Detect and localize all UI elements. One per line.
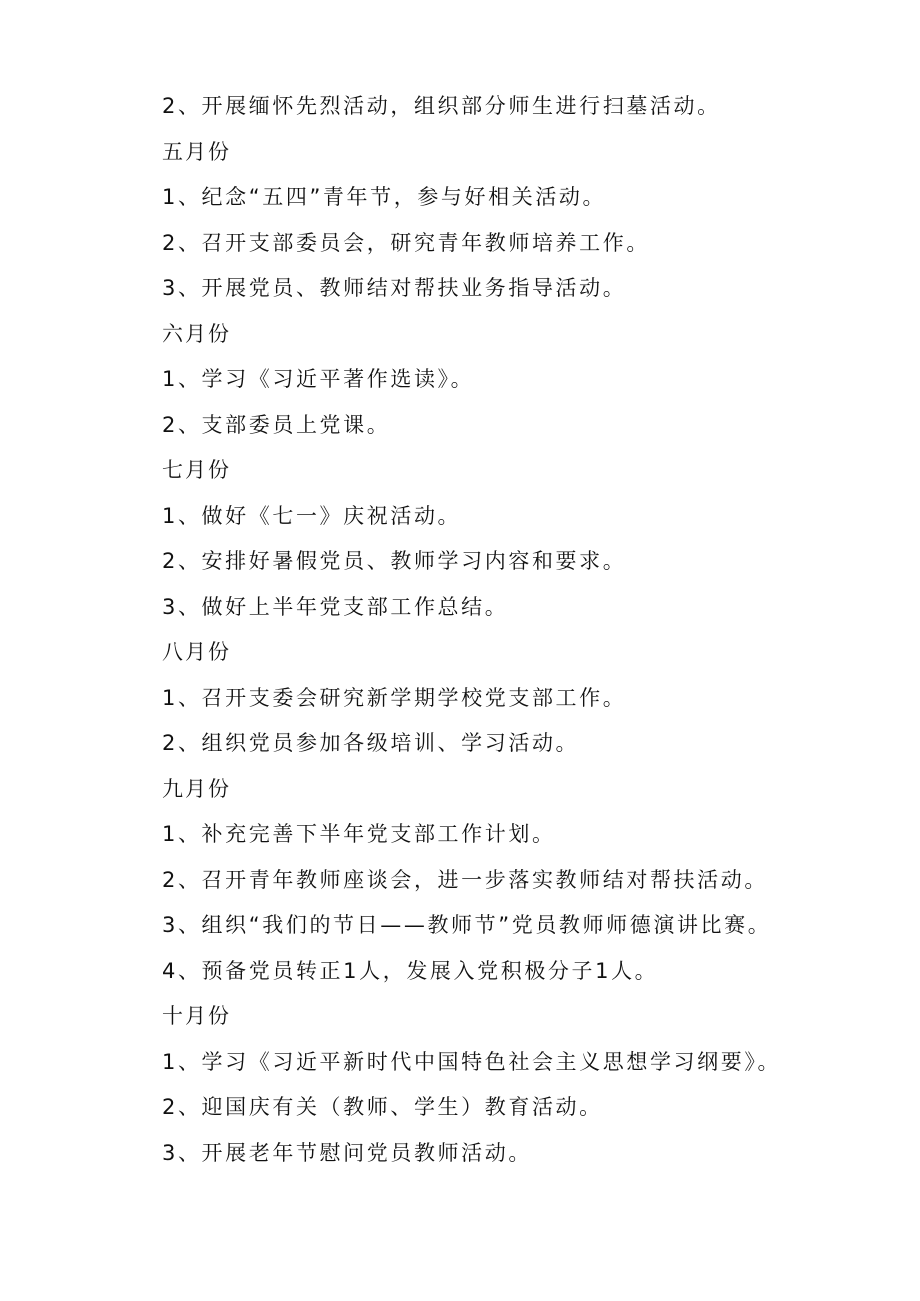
list-item: 1、学习《习近平著作选读》。 [162, 367, 475, 391]
month-heading-may: 五月份 [162, 139, 231, 164]
list-item: 3、做好上半年党支部工作总结。 [162, 594, 509, 619]
list-item: 3、开展党员、教师结对帮扶业务指导活动。 [162, 276, 627, 300]
list-item: 2、召开青年教师座谈会，进一步落实教师结对帮扶活动。 [162, 867, 768, 892]
list-item: 2、迎国庆有关（教师、学生）教育活动。 [162, 1095, 603, 1119]
list-item: 1、纪念“五四”青年节，参与好相关活动。 [162, 185, 607, 209]
month-heading-october: 十月份 [162, 1004, 231, 1028]
list-item: 1、做好《七一》庆祝活动。 [162, 503, 462, 528]
list-item: 2、开展缅怀先烈活动，组织部分师生进行扫墓活动。 [162, 94, 721, 118]
list-item: 2、组织党员参加各级培训、学习活动。 [162, 731, 580, 755]
list-item: 2、召开支部委员会，研究青年教师培养工作。 [162, 230, 650, 255]
list-item: 2、安排好暑假党员、教师学习内容和要求。 [162, 549, 627, 573]
list-item: 1、学习《习近平新时代中国特色社会主义思想学习纲要》。 [162, 1049, 782, 1074]
list-item: 4、预备党员转正1人，发展入党积极分子1人。 [162, 958, 659, 983]
month-heading-june: 六月份 [162, 321, 231, 346]
month-heading-august: 八月份 [162, 640, 231, 664]
month-heading-september: 九月份 [162, 776, 231, 801]
list-item: 2、支部委员上党课。 [162, 412, 391, 437]
list-item: 1、召开支委会研究新学期学校党支部工作。 [162, 685, 627, 710]
list-item: 3、组织“我们的节日——教师节”党员教师师德演讲比赛。 [162, 913, 772, 937]
month-heading-july: 七月份 [162, 458, 231, 482]
list-item: 3、开展老年节慰问党员教师活动。 [162, 1140, 532, 1165]
list-item: 1、补充完善下半年党支部工作计划。 [162, 822, 556, 846]
